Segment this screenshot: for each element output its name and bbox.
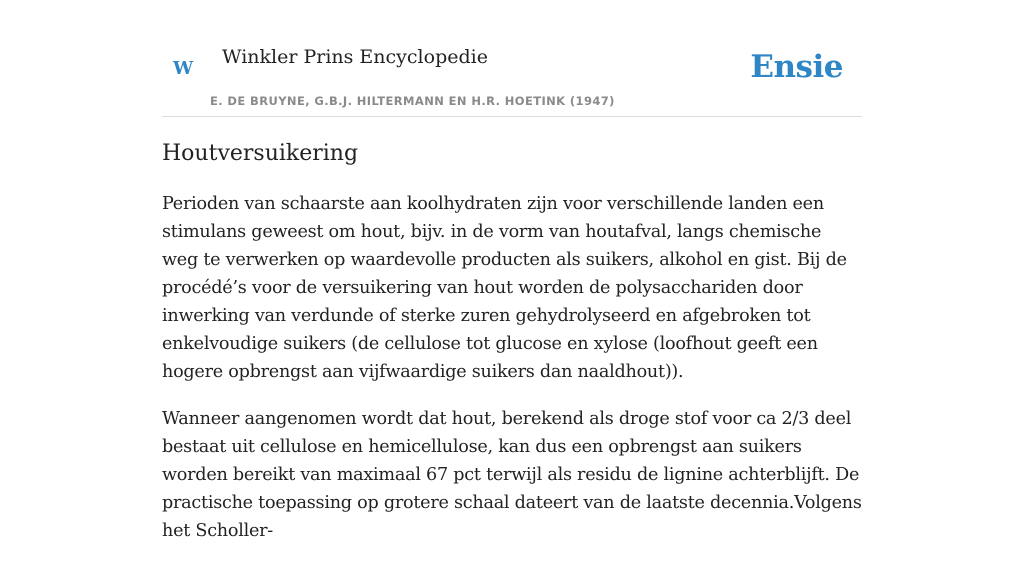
ensie-brand-logo[interactable]: Ensie <box>750 49 843 85</box>
article-paragraph-1: Perioden van schaarste aan koolhydraten zijn voor verschillende landen een stimulans geweest om hout, bijv. in de vorm van houtafval, langs chemische weg te verwerken op waardevolle producten als suikers, alkohol en gist. Bij de procédé’s voor de versuikering van hout worden de polysacchariden door inwerking van verdunde of sterke zuren gehydrolyseerd en afgebroken tot enkelvoudige suikers (de cellulose tot glucose en xylose (loofhout geeft een hogere opbrengst aan vijfwaardige suikers dan naaldhout)). <box>162 194 847 382</box>
winkler-prins-logo[interactable]: w <box>173 51 194 81</box>
article-body <box>162 190 862 545</box>
authors-line: E. DE BRUYNE, G.B.J. HILTERMANN EN H.R. HOETINK (1947) <box>210 94 615 108</box>
article-title: Houtversuikering <box>162 141 359 166</box>
article <box>162 138 862 564</box>
article-paragraph-2: Wanneer aangenomen wordt dat hout, berekend als droge stof voor ca 2/3 deel bestaat uit cellulose en hemicellulose, kan dus een opbrengst aan suikers worden bereikt van maximaal 67 pct terwijl als residu de lignine achterblijft. De practische toepassing op grotere schaal dateert van de laatste decennia.Volgens het Scholler- <box>162 409 862 541</box>
site-header <box>162 0 862 117</box>
site-title[interactable]: Winkler Prins Encyclopedie <box>222 46 488 68</box>
